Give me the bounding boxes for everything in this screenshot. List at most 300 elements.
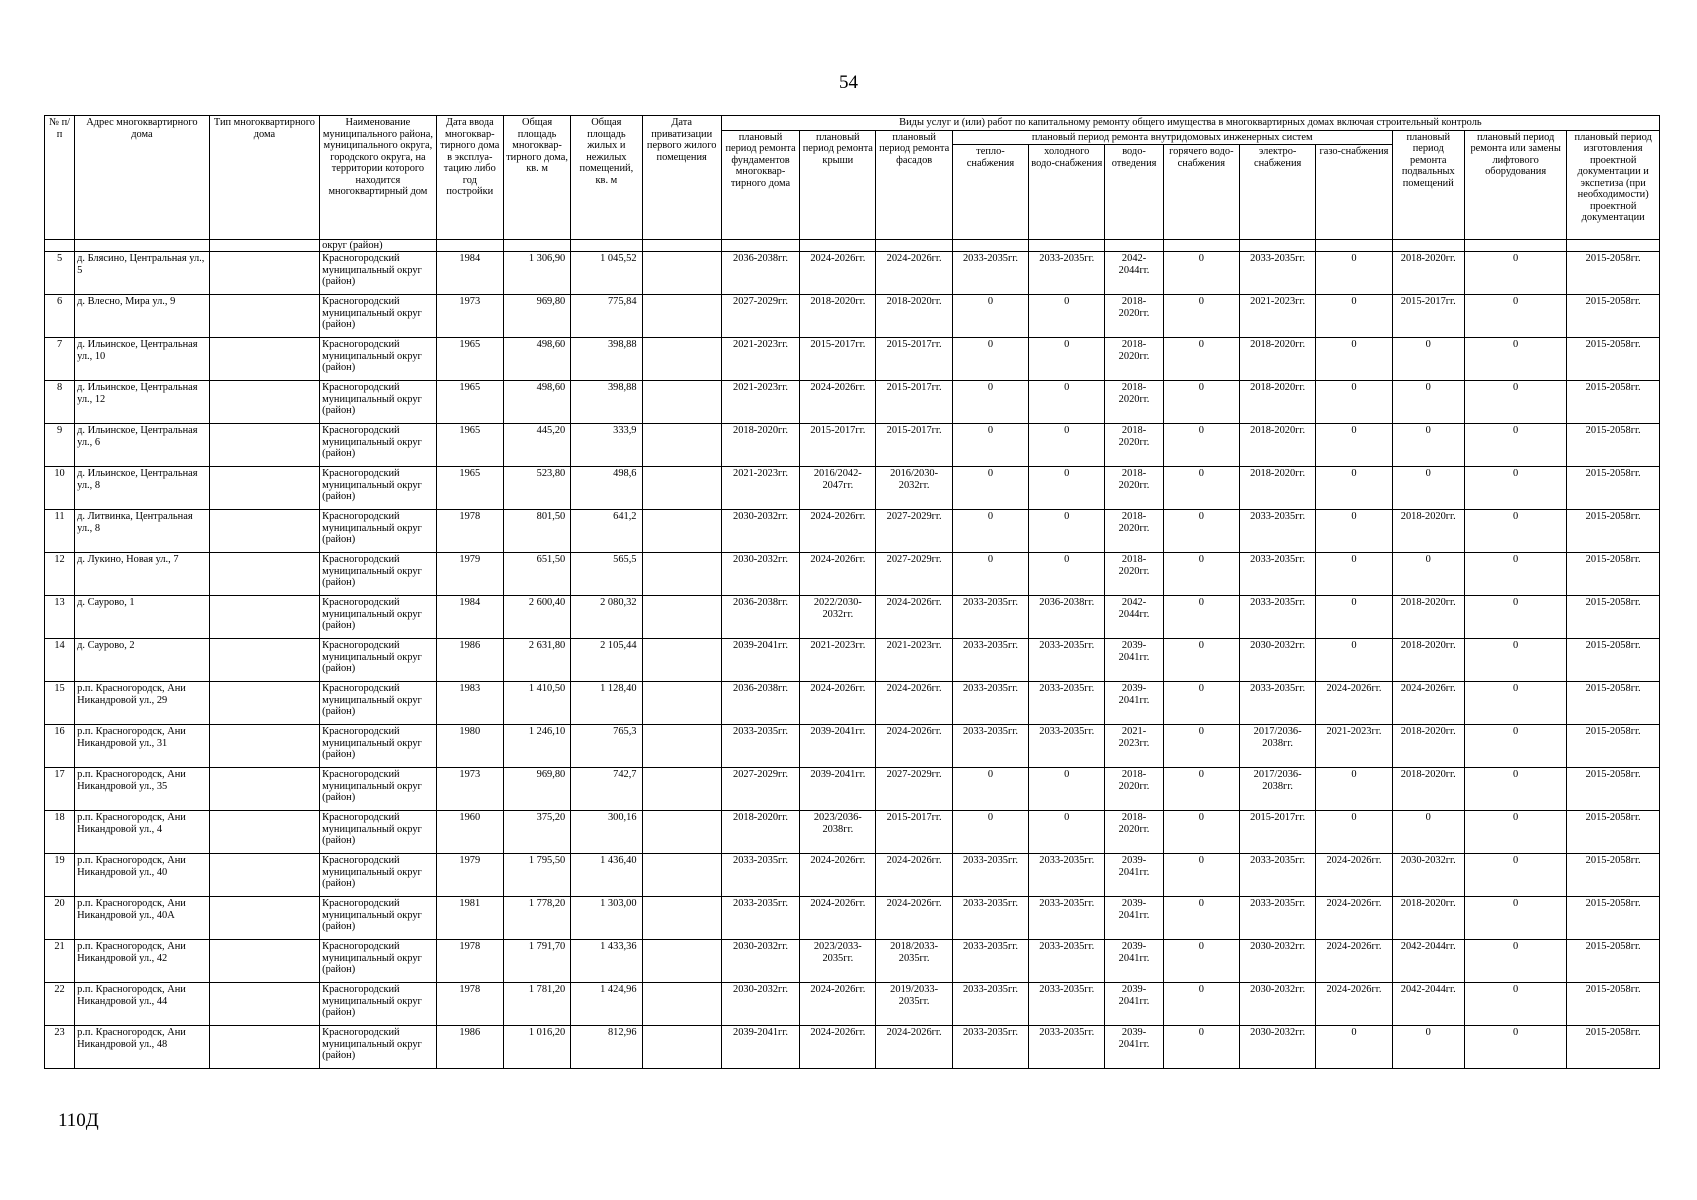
living-area-cell: 398,88 (571, 338, 642, 381)
gas-cell: 0 (1316, 768, 1392, 811)
living-area-cell: 498,6 (571, 467, 642, 510)
elevator-cell: 0 (1464, 553, 1566, 596)
basement-cell: 2018-2020гг. (1392, 510, 1464, 553)
row-number: 9 (45, 424, 75, 467)
foundation-cell: 2033-2035гг. (721, 897, 799, 940)
hot-water-cell: 0 (1163, 682, 1239, 725)
hot-water-cell: 0 (1163, 381, 1239, 424)
basement-cell: 2018-2020гг. (1392, 897, 1464, 940)
foundation-cell: 2036-2038гг. (721, 252, 799, 295)
design-cell: 2015-2058гг. (1567, 854, 1660, 897)
basement-cell: 0 (1392, 811, 1464, 854)
basement-cell: 2030-2032гг. (1392, 854, 1464, 897)
heat-cell: 2033-2035гг. (952, 1026, 1028, 1069)
basement-cell: 2042-2044гг. (1392, 983, 1464, 1026)
basement-cell: 2018-2020гг. (1392, 596, 1464, 639)
table-row (45, 381, 1660, 424)
sewer-cell: 2018-2020гг. (1105, 467, 1163, 510)
row-number: 19 (45, 854, 75, 897)
address-cell: р.п. Красногородск, Ани Никандровой ул., 31 (75, 725, 210, 768)
address-cell: р.п. Красногородск, Ани Никандровой ул., 35 (75, 768, 210, 811)
heat-cell: 0 (952, 553, 1028, 596)
hot-water-cell: 0 (1163, 338, 1239, 381)
address-cell: р.п. Красногородск, Ани Никандровой ул., 29 (75, 682, 210, 725)
facade-cell: 2024-2026гг. (876, 725, 952, 768)
sewer-cell: 2018-2020гг. (1105, 768, 1163, 811)
elevator-cell: 0 (1464, 897, 1566, 940)
table-row (45, 295, 1660, 338)
basement-cell: 2018-2020гг. (1392, 768, 1464, 811)
roof-cell: 2024-2026гг. (800, 897, 876, 940)
design-cell: 2015-2058гг. (1567, 940, 1660, 983)
privatization-cell (642, 596, 721, 639)
year-cell: 1986 (436, 1026, 503, 1069)
privatization-cell (642, 725, 721, 768)
living-area-cell: 2 105,44 (571, 639, 642, 682)
design-cell: 2015-2058гг. (1567, 553, 1660, 596)
electric-cell: 2033-2035гг. (1239, 252, 1315, 295)
electric-cell: 2033-2035гг. (1239, 897, 1315, 940)
privatization-cell (642, 940, 721, 983)
heat-cell: 0 (952, 768, 1028, 811)
address-cell: д. Ильинское, Центральная ул., 12 (75, 381, 210, 424)
type-cell (209, 510, 319, 553)
sewer-cell: 2039-2041гг. (1105, 940, 1163, 983)
type-cell (209, 682, 319, 725)
sewer-cell: 2042-2044гг. (1105, 596, 1163, 639)
gas-cell: 0 (1316, 424, 1392, 467)
facade-cell: 2024-2026гг. (876, 897, 952, 940)
row-number: 12 (45, 553, 75, 596)
type-cell (209, 467, 319, 510)
facade-cell: 2019/2033-2035гг. (876, 983, 952, 1026)
design-cell: 2015-2058гг. (1567, 381, 1660, 424)
design-cell: 2015-2058гг. (1567, 1026, 1660, 1069)
foundation-cell: 2039-2041гг. (721, 1026, 799, 1069)
living-area-cell: 775,84 (571, 295, 642, 338)
sewer-cell: 2021-2023гг. (1105, 725, 1163, 768)
roof-cell: 2018-2020гг. (800, 295, 876, 338)
year-cell: 1960 (436, 811, 503, 854)
electric-cell: 2015-2017гг. (1239, 811, 1315, 854)
row-number: 10 (45, 467, 75, 510)
living-area-cell: 565,5 (571, 553, 642, 596)
municipality-cell: Красногородский муниципальный округ (район) (320, 940, 437, 983)
heat-cell: 0 (952, 338, 1028, 381)
year-cell: 1978 (436, 940, 503, 983)
total-area-cell: 1 246,10 (503, 725, 570, 768)
foundation-cell: 2021-2023гг. (721, 381, 799, 424)
table-row (45, 424, 1660, 467)
living-area-cell: 398,88 (571, 381, 642, 424)
electric-cell: 2030-2032гг. (1239, 1026, 1315, 1069)
cold-water-cell: 2033-2035гг. (1029, 682, 1105, 725)
table-row (45, 639, 1660, 682)
row-number: 18 (45, 811, 75, 854)
heat-cell: 0 (952, 467, 1028, 510)
basement-cell: 0 (1392, 381, 1464, 424)
municipality-cell: Красногородский муниципальный округ (район) (320, 252, 437, 295)
elevator-cell: 0 (1464, 424, 1566, 467)
cold-water-cell: 0 (1029, 338, 1105, 381)
cold-water-cell: 0 (1029, 381, 1105, 424)
year-cell: 1984 (436, 252, 503, 295)
hot-water-cell: 0 (1163, 295, 1239, 338)
cold-water-cell: 0 (1029, 553, 1105, 596)
year-cell: 1983 (436, 682, 503, 725)
hot-water-cell: 0 (1163, 811, 1239, 854)
row-number: 15 (45, 682, 75, 725)
roof-cell: 2024-2026гг. (800, 854, 876, 897)
facade-cell: 2021-2023гг. (876, 639, 952, 682)
gas-cell: 2024-2026гг. (1316, 940, 1392, 983)
row-number: 20 (45, 897, 75, 940)
roof-cell: 2024-2026гг. (800, 252, 876, 295)
year-cell: 1981 (436, 897, 503, 940)
address-cell: д. Литвинка, Центральная ул., 8 (75, 510, 210, 553)
living-area-cell: 1 303,00 (571, 897, 642, 940)
gas-cell: 0 (1316, 381, 1392, 424)
gas-cell: 0 (1316, 338, 1392, 381)
facade-cell: 2024-2026гг. (876, 682, 952, 725)
facade-cell: 2015-2017гг. (876, 811, 952, 854)
type-cell (209, 725, 319, 768)
electric-cell: 2017/2036-2038гг. (1239, 725, 1315, 768)
facade-cell: 2016/2030-2032гг. (876, 467, 952, 510)
foundation-cell: 2018-2020гг. (721, 424, 799, 467)
total-area-cell: 1 778,20 (503, 897, 570, 940)
cold-water-cell: 0 (1029, 510, 1105, 553)
roof-cell: 2039-2041гг. (800, 768, 876, 811)
heat-cell: 2033-2035гг. (952, 596, 1028, 639)
year-cell: 1965 (436, 467, 503, 510)
municipality-cell: Красногородский муниципальный округ (район) (320, 725, 437, 768)
sewer-cell: 2018-2020гг. (1105, 295, 1163, 338)
privatization-cell (642, 682, 721, 725)
cold-water-cell: 2033-2035гг. (1029, 940, 1105, 983)
address-cell: р.п. Красногородск, Ани Никандровой ул., 48 (75, 1026, 210, 1069)
foundation-cell: 2021-2023гг. (721, 338, 799, 381)
year-cell: 1979 (436, 854, 503, 897)
heat-cell: 2033-2035гг. (952, 725, 1028, 768)
electric-cell: 2018-2020гг. (1239, 467, 1315, 510)
cold-water-cell: 2033-2035гг. (1029, 1026, 1105, 1069)
hot-water-cell: 0 (1163, 553, 1239, 596)
sewer-cell: 2018-2020гг. (1105, 338, 1163, 381)
facade-cell: 2015-2017гг. (876, 338, 952, 381)
foundation-cell: 2027-2029гг. (721, 295, 799, 338)
electric-cell: 2033-2035гг. (1239, 596, 1315, 639)
municipality-cell: Красногородский муниципальный округ (район) (320, 682, 437, 725)
privatization-cell (642, 424, 721, 467)
elevator-cell: 0 (1464, 1026, 1566, 1069)
design-cell: 2015-2058гг. (1567, 424, 1660, 467)
continuation-row (45, 240, 1660, 252)
type-cell (209, 940, 319, 983)
row-number: 7 (45, 338, 75, 381)
facade-cell: 2027-2029гг. (876, 510, 952, 553)
cold-water-cell: 0 (1029, 295, 1105, 338)
header-basement: плановый период ремонта подвальных помещений (1392, 130, 1464, 240)
hot-water-cell: 0 (1163, 768, 1239, 811)
living-area-cell: 765,3 (571, 725, 642, 768)
roof-cell: 2023/2036-2038гг. (800, 811, 876, 854)
year-cell: 1965 (436, 424, 503, 467)
type-cell (209, 596, 319, 639)
year-cell: 1978 (436, 983, 503, 1026)
living-area-cell: 812,96 (571, 1026, 642, 1069)
living-area-cell: 2 080,32 (571, 596, 642, 639)
municipality-cell: Красногородский муниципальный округ (район) (320, 854, 437, 897)
facade-cell: 2018-2020гг. (876, 295, 952, 338)
elevator-cell: 0 (1464, 467, 1566, 510)
header-foundation: плановый период ремонта фундаментов многоквар-тирного дома (721, 130, 799, 240)
sewer-cell: 2039-2041гг. (1105, 897, 1163, 940)
address-cell: р.п. Красногородск, Ани Никандровой ул., 4 (75, 811, 210, 854)
privatization-cell (642, 811, 721, 854)
roof-cell: 2024-2026гг. (800, 381, 876, 424)
roof-cell: 2024-2026гг. (800, 510, 876, 553)
year-cell: 1980 (436, 725, 503, 768)
total-area-cell: 2 600,40 (503, 596, 570, 639)
basement-cell: 2018-2020гг. (1392, 639, 1464, 682)
facade-cell: 2018/2033-2035гг. (876, 940, 952, 983)
elevator-cell: 0 (1464, 940, 1566, 983)
living-area-cell: 1 045,52 (571, 252, 642, 295)
basement-cell: 0 (1392, 1026, 1464, 1069)
row-number: 23 (45, 1026, 75, 1069)
type-cell (209, 768, 319, 811)
foundation-cell: 2030-2032гг. (721, 983, 799, 1026)
gas-cell: 0 (1316, 510, 1392, 553)
type-cell (209, 983, 319, 1026)
gas-cell: 0 (1316, 252, 1392, 295)
header-address: Адрес многоквартирного дома (75, 116, 210, 240)
electric-cell: 2030-2032гг. (1239, 983, 1315, 1026)
table-row (45, 768, 1660, 811)
type-cell (209, 811, 319, 854)
hot-water-cell: 0 (1163, 639, 1239, 682)
design-cell: 2015-2058гг. (1567, 467, 1660, 510)
basement-cell: 0 (1392, 424, 1464, 467)
hot-water-cell: 0 (1163, 897, 1239, 940)
privatization-cell (642, 897, 721, 940)
living-area-cell: 1 128,40 (571, 682, 642, 725)
heat-cell: 0 (952, 295, 1028, 338)
sewer-cell: 2039-2041гг. (1105, 983, 1163, 1026)
address-cell: д. Блясино, Центральная ул., 5 (75, 252, 210, 295)
type-cell (209, 639, 319, 682)
header-cold-water: холодного водо-снабжения (1029, 145, 1105, 240)
row-number: 8 (45, 381, 75, 424)
heat-cell: 2033-2035гг. (952, 639, 1028, 682)
address-cell: р.п. Красногородск, Ани Никандровой ул., 42 (75, 940, 210, 983)
basement-cell: 2042-2044гг. (1392, 940, 1464, 983)
row-number: 14 (45, 639, 75, 682)
table-row (45, 854, 1660, 897)
table-row (45, 897, 1660, 940)
header-heat: тепло-снабжения (952, 145, 1028, 240)
living-area-cell: 1 424,96 (571, 983, 642, 1026)
cold-water-cell: 2033-2035гг. (1029, 639, 1105, 682)
type-cell (209, 1026, 319, 1069)
municipality-cell: Красногородский муниципальный округ (район) (320, 811, 437, 854)
gas-cell: 2024-2026гг. (1316, 983, 1392, 1026)
address-cell: р.п. Красногородск, Ани Никандровой ул., 44 (75, 983, 210, 1026)
row-number: 16 (45, 725, 75, 768)
privatization-cell (642, 983, 721, 1026)
municipality-cell: Красногородский муниципальный округ (район) (320, 639, 437, 682)
hot-water-cell: 0 (1163, 596, 1239, 639)
sewer-cell: 2018-2020гг. (1105, 381, 1163, 424)
row-number: 22 (45, 983, 75, 1026)
foundation-cell: 2021-2023гг. (721, 467, 799, 510)
elevator-cell: 0 (1464, 768, 1566, 811)
sewer-cell: 2018-2020гг. (1105, 811, 1163, 854)
roof-cell: 2015-2017гг. (800, 338, 876, 381)
gas-cell: 0 (1316, 596, 1392, 639)
privatization-cell (642, 467, 721, 510)
total-area-cell: 1 791,70 (503, 940, 570, 983)
sewer-cell: 2039-2041гг. (1105, 1026, 1163, 1069)
facade-cell: 2024-2026гг. (876, 252, 952, 295)
elevator-cell: 0 (1464, 295, 1566, 338)
foundation-cell: 2027-2029гг. (721, 768, 799, 811)
facade-cell: 2024-2026гг. (876, 1026, 952, 1069)
heat-cell: 0 (952, 811, 1028, 854)
design-cell: 2015-2058гг. (1567, 252, 1660, 295)
header-row-1 (45, 116, 1660, 131)
heat-cell: 2033-2035гг. (952, 682, 1028, 725)
address-cell: д. Ильинское, Центральная ул., 6 (75, 424, 210, 467)
elevator-cell: 0 (1464, 596, 1566, 639)
capital-repair-table (44, 115, 1660, 1069)
municipality-cell: Красногородский муниципальный округ (район) (320, 338, 437, 381)
living-area-cell: 742,7 (571, 768, 642, 811)
year-cell: 1986 (436, 639, 503, 682)
address-cell: д. Ильинское, Центральная ул., 8 (75, 467, 210, 510)
elevator-cell: 0 (1464, 381, 1566, 424)
living-area-cell: 1 436,40 (571, 854, 642, 897)
heat-cell: 2033-2035гг. (952, 897, 1028, 940)
electric-cell: 2030-2032гг. (1239, 639, 1315, 682)
table-row (45, 983, 1660, 1026)
cold-water-cell: 2033-2035гг. (1029, 854, 1105, 897)
design-cell: 2015-2058гг. (1567, 682, 1660, 725)
municipality-cell: Красногородский муниципальный округ (район) (320, 510, 437, 553)
electric-cell: 2017/2036-2038гг. (1239, 768, 1315, 811)
heat-cell: 2033-2035гг. (952, 983, 1028, 1026)
foundation-cell: 2030-2032гг. (721, 510, 799, 553)
type-cell (209, 295, 319, 338)
municipality-cell: Красногородский муниципальный округ (район) (320, 983, 437, 1026)
living-area-cell: 1 433,36 (571, 940, 642, 983)
table-row (45, 338, 1660, 381)
total-area-cell: 1 795,50 (503, 854, 570, 897)
header-total-area: Общая площадь многоквар-тирного дома, кв. м (503, 116, 570, 240)
gas-cell: 2024-2026гг. (1316, 897, 1392, 940)
table-row (45, 811, 1660, 854)
design-cell: 2015-2058гг. (1567, 295, 1660, 338)
table-row (45, 467, 1660, 510)
municipality-cell: Красногородский муниципальный округ (район) (320, 596, 437, 639)
row-number: 11 (45, 510, 75, 553)
hot-water-cell: 0 (1163, 725, 1239, 768)
elevator-cell: 0 (1464, 983, 1566, 1026)
foundation-cell: 2036-2038гг. (721, 682, 799, 725)
electric-cell: 2033-2035гг. (1239, 553, 1315, 596)
roof-cell: 2022/2030-2032гг. (800, 596, 876, 639)
table-row (45, 596, 1660, 639)
basement-cell: 0 (1392, 467, 1464, 510)
address-cell: д. Ильинское, Центральная ул., 10 (75, 338, 210, 381)
facade-cell: 2015-2017гг. (876, 381, 952, 424)
roof-cell: 2024-2026гг. (800, 1026, 876, 1069)
sewer-cell: 2039-2041гг. (1105, 682, 1163, 725)
basement-cell: 2015-2017гг. (1392, 295, 1464, 338)
cold-water-cell: 2033-2035гг. (1029, 983, 1105, 1026)
gas-cell: 0 (1316, 467, 1392, 510)
total-area-cell: 498,60 (503, 338, 570, 381)
header-sewer: водо-отведения (1105, 145, 1163, 240)
facade-cell: 2027-2029гг. (876, 553, 952, 596)
header-municipality: Наименование муниципального района, муниципального округа, городского округа, на территории которого находится многоквартирный дом (320, 116, 437, 240)
privatization-cell (642, 1026, 721, 1069)
basement-cell: 2018-2020гг. (1392, 252, 1464, 295)
elevator-cell: 0 (1464, 639, 1566, 682)
total-area-cell: 651,50 (503, 553, 570, 596)
total-area-cell: 969,80 (503, 768, 570, 811)
privatization-cell (642, 639, 721, 682)
municipality-cell: Красногородский муниципальный округ (район) (320, 1026, 437, 1069)
sewer-cell: 2039-2041гг. (1105, 639, 1163, 682)
design-cell: 2015-2058гг. (1567, 725, 1660, 768)
sewer-cell: 2039-2041гг. (1105, 854, 1163, 897)
address-cell: д. Саурово, 2 (75, 639, 210, 682)
header-works-group: Виды услуг и (или) работ по капитальному ремонту общего имущества в многоквартирных домах включая строительный контроль (721, 116, 1659, 131)
foundation-cell: 2018-2020гг. (721, 811, 799, 854)
roof-cell: 2024-2026гг. (800, 553, 876, 596)
facade-cell: 2024-2026гг. (876, 854, 952, 897)
foundation-cell: 2033-2035гг. (721, 854, 799, 897)
address-cell: д. Саурово, 1 (75, 596, 210, 639)
address-cell: д. Влесно, Мира ул., 9 (75, 295, 210, 338)
hot-water-cell: 0 (1163, 510, 1239, 553)
cold-water-cell: 0 (1029, 811, 1105, 854)
table-row (45, 1026, 1660, 1069)
table-row (45, 725, 1660, 768)
elevator-cell: 0 (1464, 854, 1566, 897)
continuation-text: округ (район) (320, 240, 437, 252)
header-electric: электро-снабжения (1239, 145, 1315, 240)
type-cell (209, 553, 319, 596)
hot-water-cell: 0 (1163, 854, 1239, 897)
electric-cell: 2033-2035гг. (1239, 682, 1315, 725)
cold-water-cell: 0 (1029, 467, 1105, 510)
municipality-cell: Красногородский муниципальный округ (район) (320, 553, 437, 596)
design-cell: 2015-2058гг. (1567, 897, 1660, 940)
cold-water-cell: 2033-2035гг. (1029, 725, 1105, 768)
type-cell (209, 424, 319, 467)
municipality-cell: Красногородский муниципальный округ (район) (320, 897, 437, 940)
table-row (45, 682, 1660, 725)
gas-cell: 0 (1316, 639, 1392, 682)
type-cell (209, 338, 319, 381)
elevator-cell: 0 (1464, 725, 1566, 768)
heat-cell: 2033-2035гг. (952, 252, 1028, 295)
municipality-cell: Красногородский муниципальный округ (район) (320, 424, 437, 467)
header-living-area: Общая площадь жилых и нежилых помещений, кв. м (571, 116, 642, 240)
